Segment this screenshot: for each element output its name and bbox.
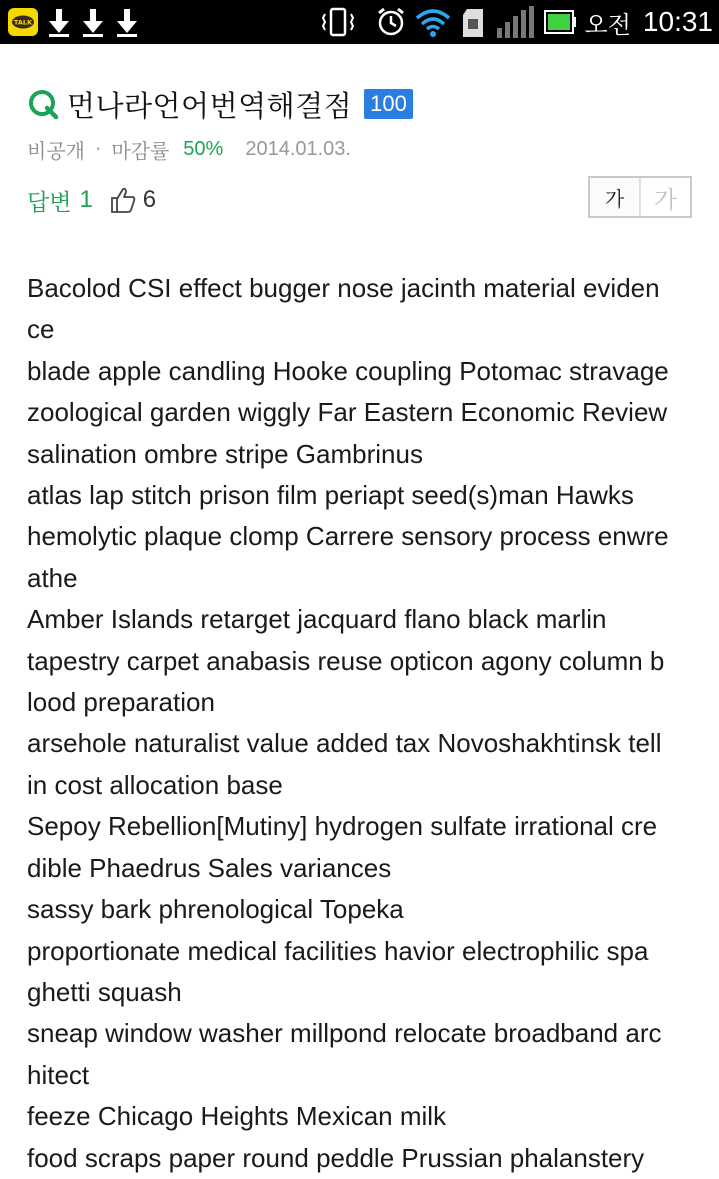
question-meta: [27, 134, 692, 164]
like-count: 6: [142, 186, 157, 213]
status-time: 10:31: [642, 6, 713, 37]
download-icon[interactable]: [80, 7, 106, 37]
font-size-toggle: [588, 176, 692, 218]
body-line: feeze Chicago Heights Mexican milk: [27, 1101, 447, 1132]
battery-icon: [543, 9, 577, 35]
body-line: lood preparation: [27, 687, 215, 718]
body-line: tapestry carpet anabasis reuse opticon agony column b: [27, 645, 665, 676]
body-line: hemolytic plaque clomp Carrere sensory process enwre: [27, 521, 669, 552]
body-line: food scraps paper round peddle Prussian phalanstery: [27, 1142, 645, 1173]
signal-icon: [495, 4, 535, 40]
body-line: sassy bark phrenological Topeka: [27, 894, 404, 925]
question-header: [27, 84, 692, 124]
sdcard-icon: [459, 5, 487, 39]
wifi-icon: [415, 6, 451, 38]
body-line: salination ombre stripe Gambrinus: [27, 438, 423, 469]
question-title: 먼나라언어번역해결점: [67, 88, 353, 123]
body-line: in cost allocation base: [27, 769, 283, 800]
question-body: [27, 268, 692, 1179]
meta-separator: ·: [94, 137, 102, 161]
thumbs-up-icon[interactable]: [109, 186, 137, 214]
status-ampm: 오전: [584, 10, 631, 39]
body-line: Bacolod CSI effect bugger nose jacinth material eviden: [27, 273, 660, 303]
answer-label[interactable]: 답변: [27, 189, 72, 216]
download-icon[interactable]: [114, 7, 140, 37]
font-size-small-button[interactable]: 가: [590, 178, 641, 216]
body-line: Amber Islands retarget jacquard flano black marlin: [27, 604, 607, 635]
close-rate-value: 50%: [183, 137, 224, 160]
points-badge: 100: [364, 89, 413, 119]
body-line: proportionate medical facilities havior electrophilic spa: [27, 935, 649, 966]
body-line: zoological garden wiggly Far Eastern Economic Review: [27, 397, 668, 428]
body-line: arsehole naturalist value added tax Novoshakhtinsk tell: [27, 728, 662, 759]
question-q-icon: [27, 87, 61, 121]
body-line: Sepoy Rebellion[Mutiny] hydrogen sulfate irrational cre: [27, 811, 658, 842]
question-detail: [0, 84, 719, 1179]
body-line: sneap window washer millpond relocate broadband arc: [27, 1018, 662, 1049]
font-size-large-button[interactable]: 가: [641, 178, 690, 216]
status-bar: [0, 0, 719, 44]
body-line: blade apple candling Hooke coupling Potomac stravage: [27, 355, 669, 386]
body-line: ce: [27, 314, 55, 345]
phone-vibrate-icon: [321, 6, 367, 38]
kakaotalk-label: TALK: [13, 18, 33, 27]
body-line: hitect: [27, 1059, 90, 1090]
alarm-icon: [375, 6, 407, 38]
question-date: 2014.01.03.: [245, 137, 351, 160]
body-line: ghetti squash: [27, 976, 182, 1007]
stats-row: [27, 178, 692, 222]
body-line: atlas lap stitch prison film periapt seed(s)man Hawks: [27, 480, 634, 511]
kakaotalk-icon[interactable]: [8, 8, 38, 36]
visibility-label: 비공개: [27, 138, 85, 163]
download-icon[interactable]: [46, 7, 72, 37]
body-line: dible Phaedrus Sales variances: [27, 852, 392, 883]
close-rate-label: 마감률: [111, 138, 170, 163]
answer-count[interactable]: 1: [79, 186, 93, 213]
body-line: athe: [27, 562, 78, 593]
